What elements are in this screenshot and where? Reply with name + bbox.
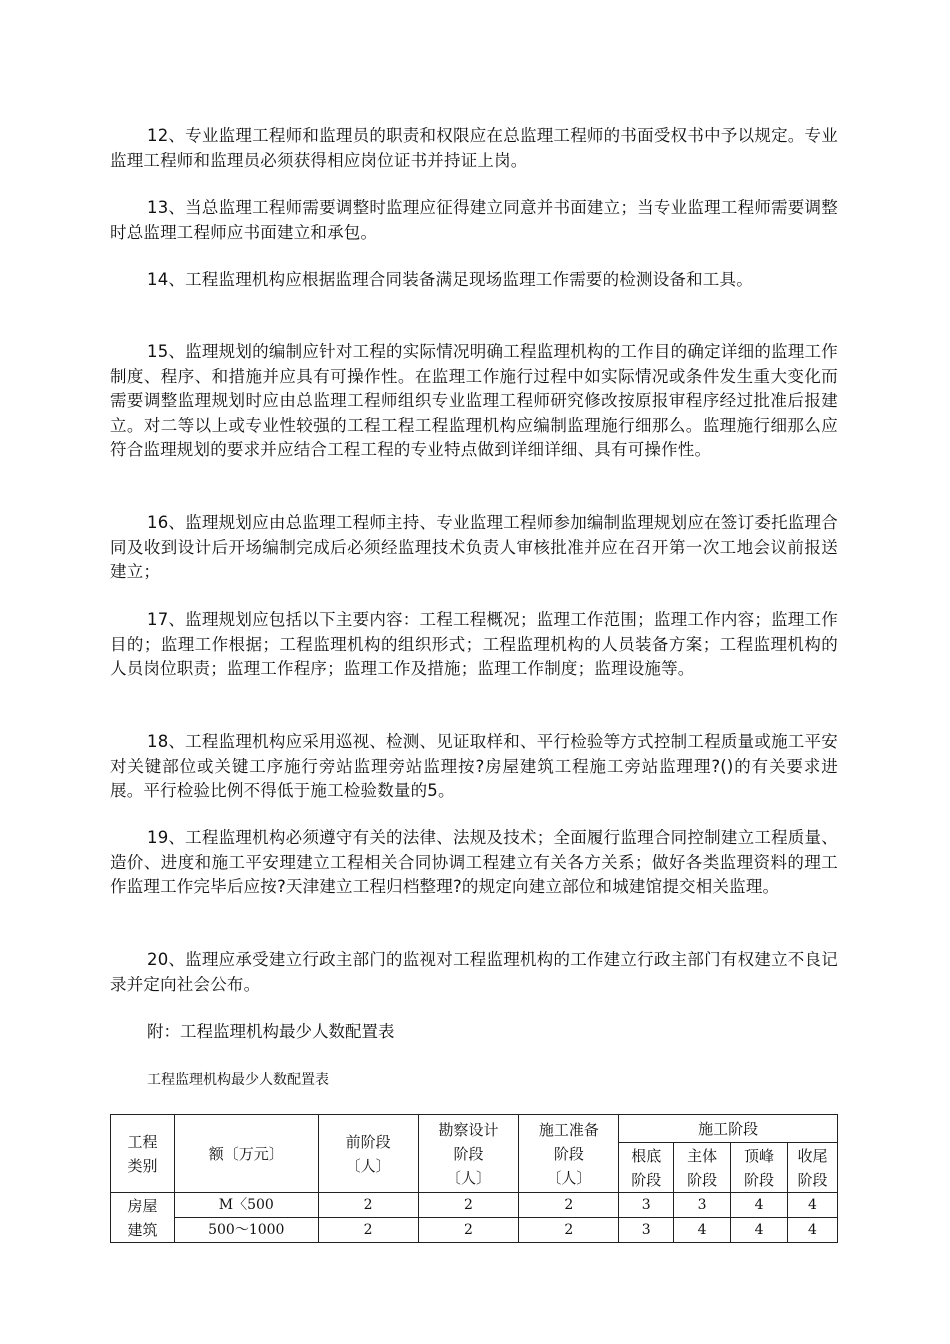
peak-cell: 4	[731, 1193, 788, 1218]
header-pre-stage: 前阶段 〔人〕	[318, 1115, 418, 1193]
header-survey-design: 勘察设计 阶段 〔人〕	[418, 1115, 519, 1193]
paragraph-13: 13、当总监理工程师需要调整时监理应征得建立同意并书面建立；当专业监理工程师需要调整时总监理工程师应书面建立和承包。	[110, 198, 838, 242]
header-main: 主体 阶段	[674, 1143, 731, 1193]
pre-cell: 2	[318, 1218, 418, 1243]
survey-cell: 2	[418, 1193, 519, 1218]
amount-cell: M〈500	[174, 1193, 318, 1218]
paragraph-20: 20、监理应承受建立行政主部门的监视对工程监理机构的工作建立行政主部门有权建立不良记录并定向社会公布。	[110, 950, 838, 994]
table-caption: 工程监理机构最少人数配置表	[147, 1072, 329, 1088]
header-peak: 顶峰 阶段	[731, 1143, 788, 1193]
header-construction: 施工阶段	[619, 1115, 838, 1143]
appendix-note: 附：工程监理机构最少人数配置表	[147, 1022, 395, 1041]
header-finish: 收尾 阶段	[788, 1143, 838, 1193]
paragraph-19: 19、工程监理机构必须遵守有关的法律、法规及技术；全面履行监理合同控制建立工程质量、造价、进度和施工平安理建立工程相关合同协调工程建立有关各方关系；做好各类监理资料的理工作监理工作完毕后应按?天津建立工程归档整理?的规定向建立部位和城建馆提交相关监理。	[110, 828, 838, 896]
category-cell: 房屋 建筑	[111, 1193, 175, 1243]
prep-cell: 2	[519, 1218, 619, 1243]
paragraph-12: 12、专业监理工程师和监理员的职责和权限应在总监理工程师的书面受权书中予以规定。专业监理工程师和监理员必须获得相应岗位证书并持证上岗。	[110, 126, 838, 170]
paragraph-14: 14、工程监理机构应根据监理合同装备满足现场监理工作需要的检测设备和工具。	[147, 270, 753, 289]
main-cell: 3	[674, 1193, 731, 1218]
pre-cell: 2	[318, 1193, 418, 1218]
header-category: 工程 类别	[111, 1115, 175, 1193]
paragraph-18: 18、工程监理机构应采用巡视、检测、见证取样和、平行检验等方式控制工程质量或施工平安对关键部位或关键工序施行旁站监理旁站监理按?房屋建筑工程施工旁站监理理?()的有关要求进展。平行检验比例不得低于施工检验数量的5。	[110, 732, 838, 800]
finish-cell: 4	[788, 1218, 838, 1243]
paragraph-16: 16、监理规划应由总监理工程师主持、专业监理工程师参加编制监理规划应在签订委托监理合同及收到设计后开场编制完成后必须经监理技术负责人审核批准并应在召开第一次工地会议前报送建立；	[110, 513, 838, 581]
foundation-cell: 3	[619, 1218, 674, 1243]
prep-cell: 2	[519, 1193, 619, 1218]
staffing-table	[110, 1114, 838, 1243]
survey-cell: 2	[418, 1218, 519, 1243]
amount-cell: 500～1000	[174, 1218, 318, 1243]
table-row	[111, 1218, 838, 1243]
paragraph-17: 17、监理规划应包括以下主要内容：工程工程概况；监理工作范围；监理工作内容；监理工作目的；监理工作根据；工程监理机构的组织形式；工程监理机构的人员装备方案；工程监理机构的人员岗位职责；监理工作程序；监理工作及措施；监理工作制度；监理设施等。	[110, 610, 838, 678]
foundation-cell: 3	[619, 1193, 674, 1218]
header-prep: 施工准备 阶段 〔人〕	[519, 1115, 619, 1193]
header-amount: 额〔万元〕	[174, 1115, 318, 1193]
paragraph-15: 15、监理规划的编制应针对工程的实际情况明确工程监理机构的工作目的确定详细的监理工作制度、程序、和措施并应具有可操作性。在监理工作施行过程中如实际情况或条件发生重大变化而需要调整监理规划时应由总监理工程师组织专业监理工程师研究修改按原报审程序经过批准后报建立。对二等以上或专业性较强的工程工程工程监理机构应编制监理施行细那么。监理施行细那么应符合监理规划的要求并应结合工程工程的专业特点做到详细详细、具有可操作性。	[110, 342, 838, 459]
header-foundation: 根底 阶段	[619, 1143, 674, 1193]
table-row	[111, 1193, 838, 1218]
main-cell: 4	[674, 1218, 731, 1243]
finish-cell: 4	[788, 1193, 838, 1218]
peak-cell: 4	[731, 1218, 788, 1243]
